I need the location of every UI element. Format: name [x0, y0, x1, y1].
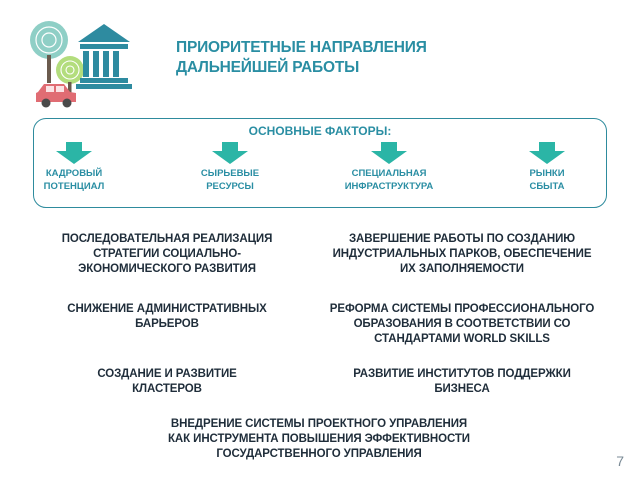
factor-hr-potential [40, 142, 108, 193]
priority-project-management: ВНЕДРЕНИЕ СИСТЕМЫ ПРОЕКТНОГО УПРАВЛЕНИЯ КАК ИНСТРУМЕНТА ПОВЫШЕНИЯ ЭФФЕКТИВНОСТИ ГОСУДАРСТВЕННОГО УПРАВЛЕНИЯ [168, 418, 470, 460]
factors-heading: ОСНОВНЫЕ ФАКТОРЫ: [248, 124, 392, 138]
priority-business-support: РАЗВИТИЕ ИНСТИТУТОВ ПОДДЕРЖКИ БИЗНЕСА [353, 368, 571, 395]
down-arrow-icon [371, 142, 407, 164]
down-arrow-icon [529, 142, 565, 164]
priority-clusters: СОЗДАНИЕ И РАЗВИТИЕ КЛАСТЕРОВ [97, 368, 237, 395]
factor-label: СПЕЦИАЛЬНАЯ ИНФРАСТРУКТУРА [344, 168, 434, 192]
factor-label: СЫРЬЕВЫЕ РЕСУРСЫ [200, 168, 260, 192]
down-arrow-icon [56, 142, 92, 164]
main-factors-box [33, 118, 607, 208]
priority-administrative-barriers: СНИЖЕНИЕ АДМИНИСТРАТИВНЫХ БАРЬЕРОВ [67, 303, 267, 330]
government-building-logo-icon [26, 10, 142, 110]
down-arrow-icon [212, 142, 248, 164]
factor-sales-markets [517, 142, 577, 193]
factor-label: КАДРОВЫЙ ПОТЕНЦИАЛ [43, 168, 105, 192]
priority-industrial-parks: ЗАВЕРШЕНИЕ РАБОТЫ ПО СОЗДАНИЮ ИНДУСТРИАЛЬНЫХ ПАРКОВ, ОБЕСПЕЧЕНИЕ ИХ ЗАПОЛНЯЕМОСТИ [332, 233, 592, 275]
page-title [176, 38, 427, 78]
page-number: 7 [616, 453, 624, 469]
factor-raw-resources [195, 142, 265, 193]
factor-special-infrastructure [329, 142, 449, 193]
priority-strategy-implementation: ПОСЛЕДОВАТЕЛЬНАЯ РЕАЛИЗАЦИЯ СТРАТЕГИИ СОЦИАЛЬНО- ЭКОНОМИЧЕСКОГО РАЗВИТИЯ [61, 233, 273, 275]
title-line-1: ПРИОРИТЕТНЫЕ НАПРАВЛЕНИЯ [176, 39, 427, 56]
title-line-2: ДАЛЬНЕЙШЕЙ РАБОТЫ [176, 59, 360, 76]
priority-education-reform: РЕФОРМА СИСТЕМЫ ПРОФЕССИОНАЛЬНОГО ОБРАЗОВАНИЯ В СООТВЕТСТВИИ СО СТАНДАРТАМИ WORLD SKILLS [329, 303, 595, 345]
factor-label: РЫНКИ СБЫТА [529, 168, 565, 192]
